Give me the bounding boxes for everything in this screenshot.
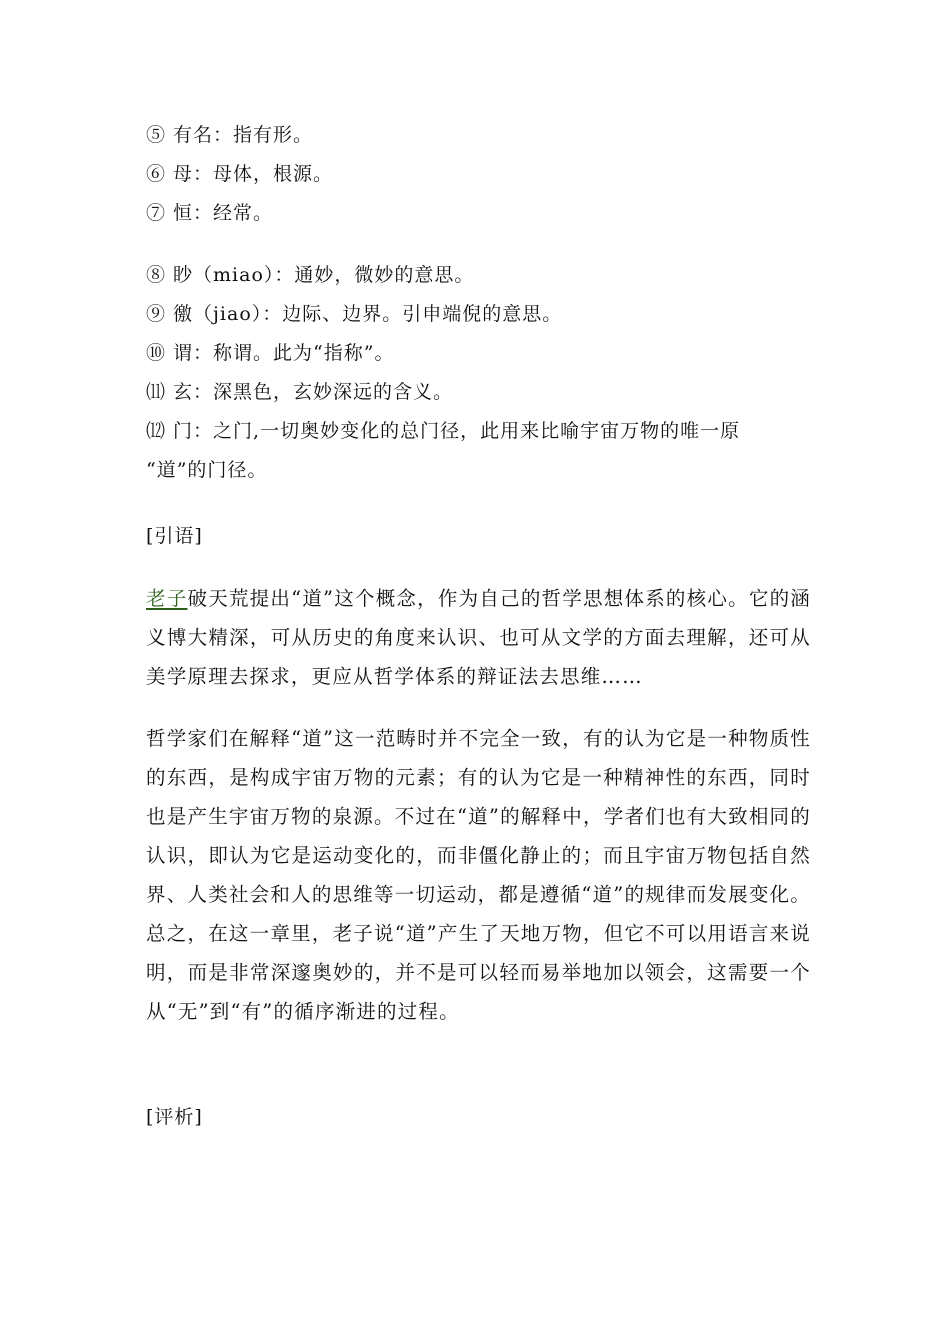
note-8: ⑧ 眇（miao）：通妙，微妙的意思。 bbox=[146, 264, 475, 286]
notes-group-1 bbox=[146, 116, 811, 233]
note-12-continued: “道”的门径。 bbox=[146, 459, 268, 481]
section-heading-intro: [引语] bbox=[146, 525, 203, 547]
note-10: ⑩ 谓：称谓。此为“指称”。 bbox=[146, 342, 395, 364]
laozi-link[interactable]: 老子 bbox=[146, 587, 188, 610]
section-heading-analysis: [评析] bbox=[146, 1106, 203, 1128]
note-11: ⑾ 玄：深黑色，玄妙深远的含义。 bbox=[146, 381, 454, 403]
note-5: ⑤ 有名：指有形。 bbox=[146, 124, 314, 146]
note-9: ⑨ 徼（jiao）：边际、边界。引申端倪的意思。 bbox=[146, 303, 563, 325]
body-paragraph: 哲学家们在解释“道”这一范畴时并不完全一致，有的认为它是一种物质性的东西，是构成宇宙万物的元素；有的认为它是一种精神性的东西，同时也是产生宇宙万物的泉源。不过在“道”的解释中，学者们也有大致相同的认识，即认为它是运动变化的，而非僵化静止的；而且宇宙万物包括自然界、人类社会和人的思维等一切运动，都是遵循“道”的规律而发展变化。总之，在这一章里，老子说“道”产生了天地万物，但它不可以用语言来说明，而是非常深邃奥妙的，并不是可以轻而易举地加以领会，这需要一个从“无”到“有”的循序渐进的过程。 bbox=[146, 727, 811, 1023]
note-7: ⑦ 恒：经常。 bbox=[146, 202, 274, 224]
note-6: ⑥ 母：母体，根源。 bbox=[146, 163, 334, 185]
intro-paragraph bbox=[146, 579, 811, 696]
intro-paragraph-text: 破天荒提出“道”这个概念，作为自己的哲学思想体系的核心。它的涵义博大精深，可从历史的角度来认识、也可从文学的方面去理解，还可从美学原理去探求，更应从哲学体系的辩证法去思维…… bbox=[146, 587, 812, 688]
note-12: ⑿ 门：之门,一切奥妙变化的总门径，此用来比喻宇宙万物的唯一原 bbox=[146, 420, 741, 442]
notes-group-2 bbox=[146, 256, 811, 490]
